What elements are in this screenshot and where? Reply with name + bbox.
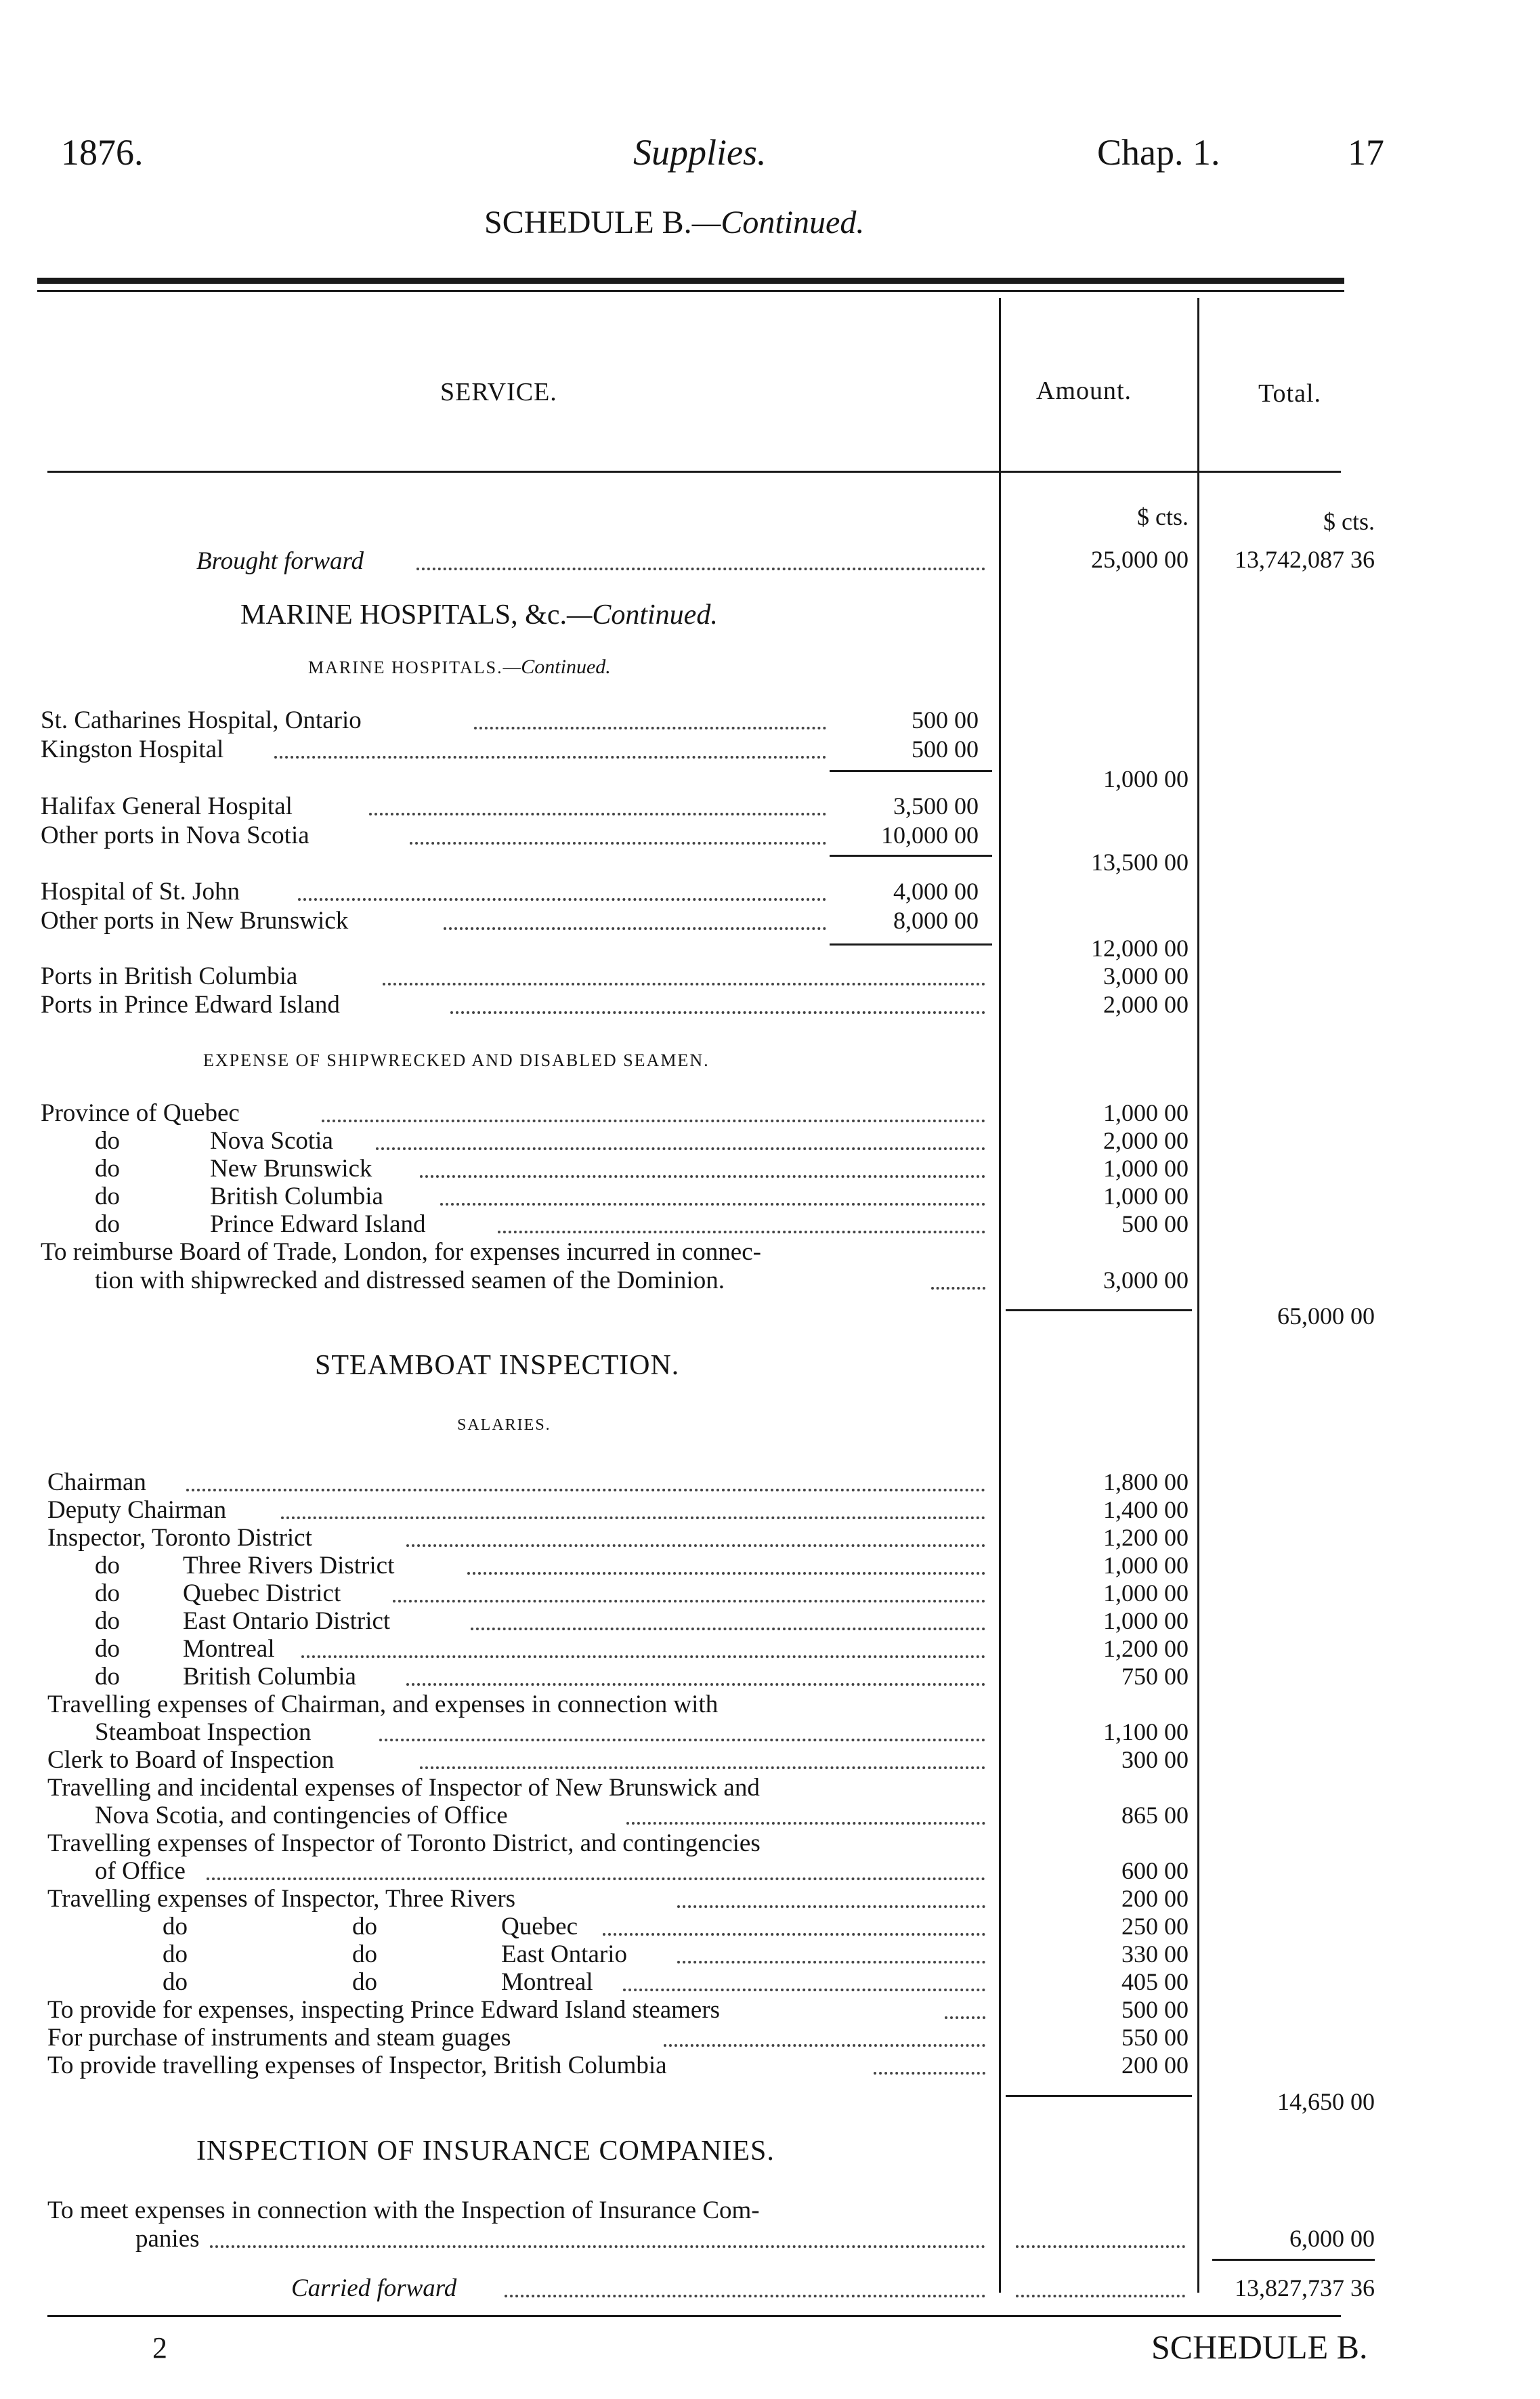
steamboat-amount: 865 00 [1121, 1802, 1189, 1829]
leader-dots [379, 1739, 985, 1741]
steamboat-total: 14,650 00 [1277, 2088, 1375, 2115]
marine-amount: 1,000 00 [1103, 765, 1189, 792]
seamen-item: tion with shipwrecked and distressed seamen of the Dominion. [95, 1267, 725, 1294]
steamboat-item: Montreal [501, 1968, 593, 1996]
seamen-amount: 1,000 00 [1103, 1183, 1189, 1210]
marine-item: St. Catharines Hospital, Ontario [41, 706, 362, 734]
page-number: 17 [1348, 132, 1384, 173]
ditto: do [95, 1552, 120, 1579]
marine-sub-amount: 500 00 [912, 706, 979, 734]
marine-sub-amount: 4,000 00 [893, 878, 979, 905]
steamboat-item: Travelling expenses of Inspector, Three Rivers [47, 1885, 516, 1913]
steamboat-amount: 1,100 00 [1103, 1718, 1189, 1745]
top-rule-thin [37, 290, 1344, 292]
leader-dots [322, 1120, 985, 1122]
steamboat-amount: 1,000 00 [1103, 1579, 1189, 1607]
steamboat-item: Inspector, Toronto District [47, 1524, 312, 1552]
leader-dots [186, 1489, 985, 1491]
leader-dots [298, 898, 826, 901]
ditto: do [95, 1155, 120, 1183]
leader-dots [444, 927, 826, 930]
steamboat-item: To provide for expenses, inspecting Prince Edward Island steamers [47, 1996, 721, 2024]
marine-item: Halifax General Hospital [41, 792, 293, 820]
header-rule [47, 471, 1341, 473]
seamen-amount: 1,000 00 [1103, 1155, 1189, 1182]
total-rule [1212, 2259, 1375, 2261]
subtotal-rule [830, 943, 992, 946]
leader-dots [376, 1147, 985, 1150]
leader-dots [603, 1933, 985, 1936]
steamboat-heading: STEAMBOAT INSPECTION. [315, 1350, 680, 1381]
insurance-line: panies [135, 2225, 200, 2253]
marine-heading: MARINE HOSPITALS, &c.—Continued. [240, 599, 718, 631]
brought-forward-total: 13,742,087 36 [1235, 546, 1375, 573]
seamen-item: Province of Quebec [41, 1099, 240, 1127]
ditto: do [95, 1183, 120, 1210]
seamen-amount: 3,000 00 [1103, 1267, 1189, 1294]
steamboat-amount: 1,200 00 [1103, 1635, 1189, 1662]
leader-dots [274, 756, 826, 759]
carried-forward-label: Carried forward [291, 2274, 457, 2302]
subtotal-rule [1006, 1309, 1192, 1311]
ditto: do [163, 1913, 188, 1940]
leader-dots [677, 1961, 985, 1963]
ditto: do [95, 1635, 120, 1663]
ditto: do [352, 1913, 377, 1940]
running-title: Supplies. [633, 132, 767, 173]
leader-dots [440, 1203, 985, 1206]
column-rule-total [1197, 298, 1199, 2293]
seamen-item: To reimburse Board of Trade, London, for expenses incurred in connec- [41, 1238, 761, 1266]
marine-sub-amount: 500 00 [912, 736, 979, 763]
marine-item: Kingston Hospital [41, 736, 224, 763]
steamboat-item: Three Rivers District [183, 1552, 395, 1579]
seamen-amount: 1,000 00 [1103, 1099, 1189, 1126]
bottom-rule [47, 2315, 1341, 2317]
brought-forward-label: Brought forward [196, 547, 364, 575]
steamboat-item: Clerk to Board of Inspection [47, 1746, 335, 1774]
steamboat-amount: 550 00 [1121, 2024, 1189, 2051]
top-rule-thick [37, 278, 1344, 284]
ditto: do [352, 1968, 377, 1996]
steamboat-amount: 330 00 [1121, 1940, 1189, 1968]
steamboat-item: Montreal [183, 1635, 275, 1663]
seamen-heading: EXPENSE OF SHIPWRECKED AND DISABLED SEAMEN. [203, 1050, 710, 1070]
ditto: do [352, 1940, 377, 1968]
marine-item: Other ports in New Brunswick [41, 907, 349, 935]
steamboat-item: British Columbia [183, 1663, 356, 1691]
seamen-total: 65,000 00 [1277, 1302, 1375, 1330]
catchword: SCHEDULE B. [1151, 2328, 1368, 2366]
amount-unit: $ cts. [1137, 503, 1189, 530]
leader-dots [626, 1822, 985, 1825]
column-amount: Amount. [1036, 377, 1132, 405]
seamen-item: Nova Scotia [210, 1127, 333, 1155]
leader-dots [369, 813, 826, 815]
marine-amount: 13,500 00 [1091, 849, 1189, 876]
ditto: do [95, 1579, 120, 1607]
steamboat-item: Travelling expenses of Inspector of Toronto District, and contingencies [47, 1829, 761, 1857]
steamboat-amount: 200 00 [1121, 2052, 1189, 2079]
steamboat-item: For purchase of instruments and steam guages [47, 2024, 511, 2052]
leader-dots [420, 1175, 985, 1178]
steamboat-amount: 1,400 00 [1103, 1496, 1189, 1523]
leader-dots [420, 1766, 985, 1769]
brought-forward-amount: 25,000 00 [1091, 546, 1189, 573]
marine-subheading: MARINE HOSPITALS.—Continued. [308, 656, 611, 678]
carried-forward-total: 13,827,737 36 [1235, 2274, 1375, 2301]
steamboat-amount: 1,200 00 [1103, 1524, 1189, 1551]
leader-dots [505, 2295, 985, 2297]
leader-dots [410, 842, 826, 845]
steamboat-amount: 300 00 [1121, 1746, 1189, 1773]
marine-sub-amount: 8,000 00 [893, 907, 979, 934]
marine-sub-amount: 3,500 00 [893, 792, 979, 820]
column-total: Total. [1258, 379, 1322, 408]
steamboat-amount: 500 00 [1121, 1996, 1189, 2023]
marine-item: Ports in British Columbia [41, 962, 298, 990]
steamboat-item: Quebec [501, 1913, 578, 1940]
signature-mark: 2 [152, 2331, 167, 2364]
leader-dots [281, 1516, 985, 1519]
steamboat-amount: 250 00 [1121, 1913, 1189, 1940]
seamen-item: British Columbia [210, 1183, 383, 1210]
steamboat-item: East Ontario [501, 1940, 627, 1968]
ditto: do [163, 1968, 188, 1996]
steamboat-amount: 1,000 00 [1103, 1552, 1189, 1579]
seamen-item: New Brunswick [210, 1155, 372, 1183]
ditto: do [95, 1663, 120, 1691]
leader-dots [664, 2044, 985, 2047]
leader-dots [945, 2016, 985, 2019]
total-unit: $ cts. [1323, 508, 1375, 535]
seamen-amount: 2,000 00 [1103, 1127, 1189, 1154]
leader-dots [1016, 2245, 1185, 2248]
marine-sub-amount: 10,000 00 [881, 822, 979, 849]
steamboat-item: Travelling and incidental expenses of Inspector of New Brunswick and [47, 1774, 760, 1802]
column-rule-amount [999, 298, 1001, 2293]
insurance-heading: INSPECTION OF INSURANCE COMPANIES. [196, 2136, 775, 2167]
steamboat-item: Chairman [47, 1468, 146, 1496]
insurance-line: To meet expenses in connection with the Inspection of Insurance Com- [47, 2196, 760, 2224]
marine-amount: 3,000 00 [1103, 962, 1189, 990]
ditto: do [163, 1940, 188, 1968]
steamboat-item: of Office [95, 1857, 186, 1885]
subtotal-rule [830, 770, 992, 772]
ditto: do [95, 1607, 120, 1635]
steamboat-amount: 200 00 [1121, 1885, 1189, 1912]
ditto: do [95, 1127, 120, 1155]
marine-item: Other ports in Nova Scotia [41, 822, 309, 849]
steamboat-amount: 600 00 [1121, 1857, 1189, 1884]
leader-dots [210, 2245, 985, 2248]
steamboat-item: Travelling expenses of Chairman, and expenses in connection with [47, 1691, 719, 1718]
year: 1876. [61, 132, 144, 173]
seamen-item: Prince Edward Island [210, 1210, 426, 1238]
marine-amount: 12,000 00 [1091, 935, 1189, 962]
leader-dots [393, 1600, 985, 1602]
leader-dots [474, 727, 826, 729]
seamen-amount: 500 00 [1121, 1210, 1189, 1237]
insurance-total: 6,000 00 [1289, 2225, 1375, 2252]
steamboat-item: To provide travelling expenses of Inspector, British Columbia [47, 2052, 667, 2079]
subtotal-rule [830, 855, 992, 857]
leader-dots [383, 983, 985, 985]
leader-dots [467, 1572, 985, 1575]
marine-amount: 2,000 00 [1103, 991, 1189, 1018]
ditto: do [95, 1210, 120, 1238]
chapter: Chap. 1. [1097, 132, 1220, 173]
steamboat-amount: 1,000 00 [1103, 1607, 1189, 1634]
steamboat-amount: 405 00 [1121, 1968, 1189, 1995]
leader-dots [301, 1655, 985, 1658]
leader-dots [874, 2072, 985, 2075]
leader-dots [1016, 2295, 1185, 2297]
leader-dots [931, 1287, 985, 1290]
leader-dots [623, 1989, 985, 1991]
steamboat-item: Deputy Chairman [47, 1496, 227, 1524]
leader-dots [498, 1231, 985, 1233]
leader-dots [406, 1683, 985, 1686]
marine-item: Ports in Prince Edward Island [41, 991, 340, 1019]
leader-dots [416, 568, 985, 570]
schedule-title: SCHEDULE B.—Continued. [484, 205, 865, 240]
column-service: SERVICE. [440, 378, 557, 406]
steamboat-amount: 750 00 [1121, 1663, 1189, 1690]
steamboat-subheading: SALARIES. [457, 1416, 551, 1434]
marine-item: Hospital of St. John [41, 878, 240, 906]
steamboat-item: Nova Scotia, and contingencies of Office [95, 1802, 508, 1829]
steamboat-item: East Ontario District [183, 1607, 391, 1635]
leader-dots [471, 1628, 985, 1630]
leader-dots [406, 1544, 985, 1547]
leader-dots [677, 1905, 985, 1908]
steamboat-item: Steamboat Inspection [95, 1718, 312, 1746]
steamboat-amount: 1,800 00 [1103, 1468, 1189, 1495]
steamboat-item: Quebec District [183, 1579, 341, 1607]
leader-dots [450, 1011, 985, 1014]
subtotal-rule [1006, 2095, 1192, 2097]
leader-dots [207, 1877, 985, 1880]
